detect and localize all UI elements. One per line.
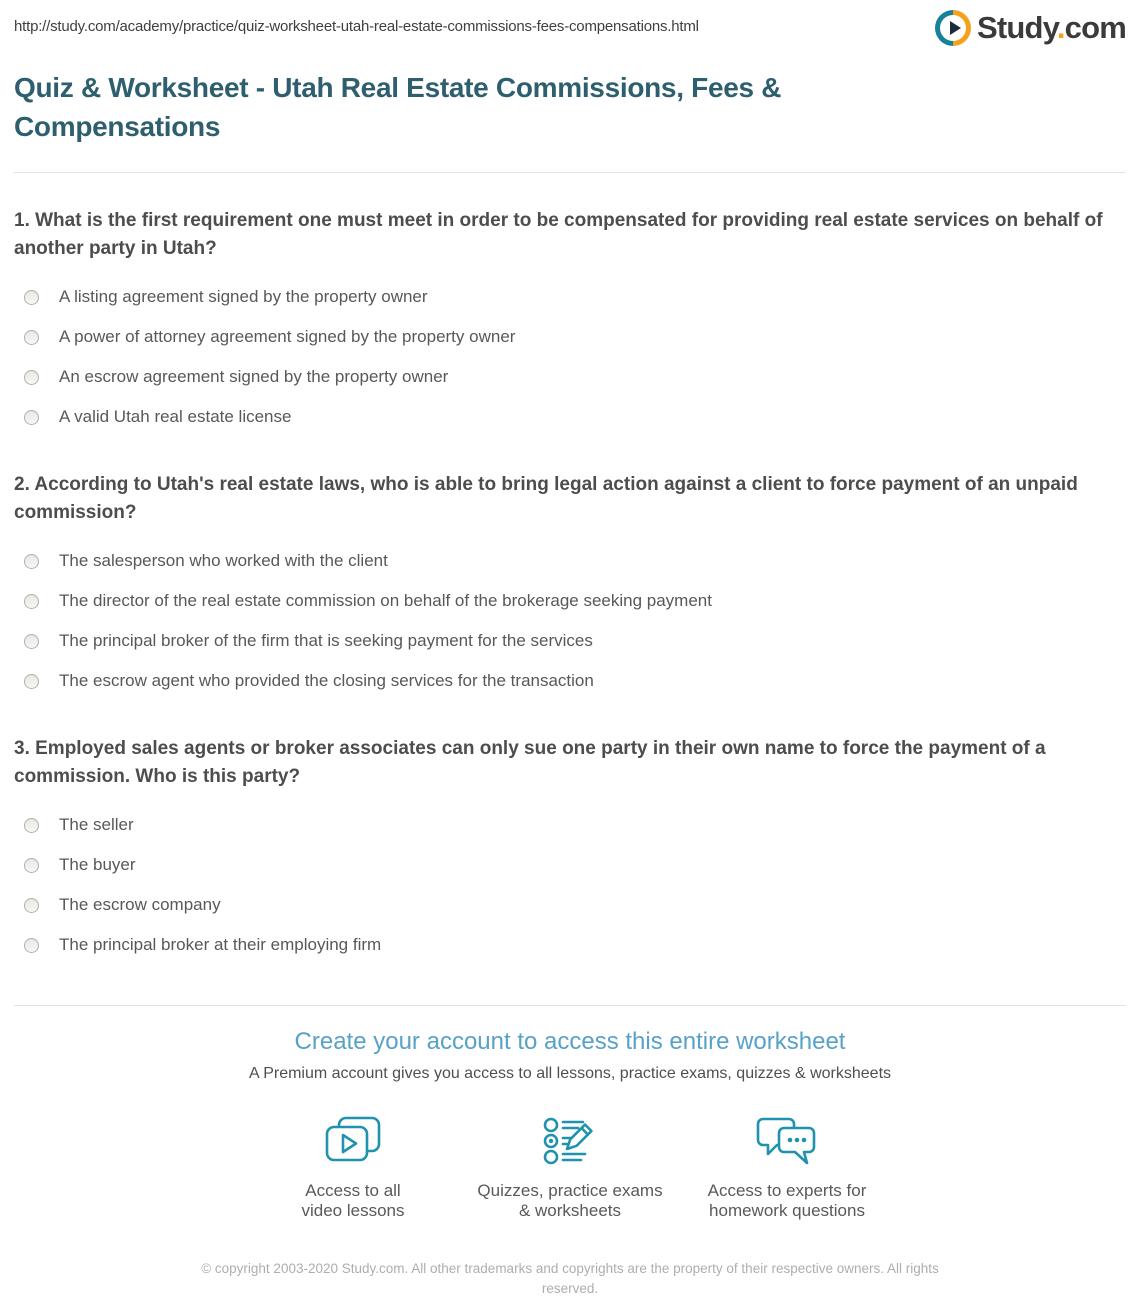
question-1-option-3[interactable] — [14, 357, 1126, 397]
radio-button[interactable] — [24, 410, 39, 425]
radio-button[interactable] — [24, 554, 39, 569]
video-lessons-icon — [324, 1115, 382, 1167]
page-header — [0, 0, 1140, 46]
page-url: http://study.com/academy/practice/quiz-worksheet-utah-real-estate-commissions-fees-compensations.html — [14, 18, 699, 35]
question-1-option-1[interactable] — [14, 277, 1126, 317]
answer-option-label[interactable]: The principal broker at their employing firm — [59, 935, 382, 954]
radio-button[interactable] — [24, 818, 39, 833]
question-3-option-2[interactable] — [14, 845, 1126, 885]
radio-button[interactable] — [24, 370, 39, 385]
divider-bottom — [14, 1005, 1126, 1006]
answer-option-label[interactable]: The escrow company — [59, 895, 221, 914]
answer-option-label[interactable]: The seller — [59, 815, 134, 834]
divider-top — [14, 172, 1126, 173]
feature-label: Quizzes, practice exams & worksheets — [477, 1181, 663, 1220]
question-2-option-1[interactable] — [14, 541, 1126, 581]
feature-label: Access to experts for homework questions — [707, 1181, 867, 1220]
studycom-logo-text: Study.com — [977, 10, 1126, 45]
feature-label: Access to all video lessons — [301, 1181, 405, 1220]
radio-button[interactable] — [24, 898, 39, 913]
answer-option-label[interactable]: The director of the real estate commission on behalf of the brokerage seeking payment — [59, 591, 712, 610]
question-2-option-3[interactable] — [14, 621, 1126, 661]
quiz-body — [0, 207, 1140, 965]
question-2-option-2[interactable] — [14, 581, 1126, 621]
cta-section — [0, 1028, 1140, 1221]
question-3-text: 3. Employed sales agents or broker associates can only sue one party in their own name to force the payment of a commission. Who is this party? — [14, 738, 1046, 787]
question-3 — [14, 735, 1126, 965]
question-2-text: 2. According to Utah's real estate laws, who is able to bring legal action against a client to force payment of an unpaid commission? — [14, 474, 1078, 523]
features-row — [0, 1115, 1140, 1221]
answer-option-label[interactable]: The escrow agent who provided the closing services for the transaction — [59, 671, 594, 690]
question-3-option-1[interactable] — [14, 805, 1126, 845]
radio-button[interactable] — [24, 594, 39, 609]
question-3-option-3[interactable] — [14, 885, 1126, 925]
question-2-option-4[interactable] — [14, 661, 1126, 701]
radio-button[interactable] — [24, 634, 39, 649]
answer-option-label[interactable]: An escrow agreement signed by the property owner — [59, 367, 449, 386]
question-3-option-4[interactable] — [14, 925, 1126, 965]
answer-option-label[interactable]: A power of attorney agreement signed by the property owner — [59, 327, 516, 346]
question-1 — [14, 207, 1126, 437]
answer-option-label[interactable]: The salesperson who worked with the client — [59, 551, 388, 570]
answer-option-label[interactable]: A valid Utah real estate license — [59, 407, 292, 426]
create-account-link[interactable]: Create your account to access this entire worksheet — [294, 1028, 846, 1055]
page-footer — [185, 1259, 955, 1299]
radio-button[interactable] — [24, 858, 39, 873]
feature-quizzes-worksheets — [462, 1115, 679, 1221]
answer-option-label[interactable]: The principal broker of the firm that is seeking payment for the services — [59, 631, 593, 650]
cta-subheading: A Premium account gives you access to all lessons, practice exams, quizzes & worksheets — [248, 1065, 892, 1082]
quizzes-worksheets-icon — [541, 1115, 599, 1167]
radio-button[interactable] — [24, 290, 39, 305]
question-1-option-4[interactable] — [14, 397, 1126, 437]
question-1-option-2[interactable] — [14, 317, 1126, 357]
radio-button[interactable] — [24, 674, 39, 689]
feature-video-lessons — [245, 1115, 462, 1221]
radio-button[interactable] — [24, 938, 39, 953]
question-2 — [14, 471, 1126, 701]
chat-experts-icon — [756, 1115, 818, 1167]
page-title: Quiz & Worksheet - Utah Real Estate Commissions, Fees & Compensations — [14, 72, 782, 142]
radio-button[interactable] — [24, 330, 39, 345]
studycom-logo[interactable] — [935, 10, 1126, 46]
answer-option-label[interactable]: A listing agreement signed by the property owner — [59, 287, 428, 306]
feature-homework-experts — [679, 1115, 896, 1221]
answer-option-label[interactable]: The buyer — [59, 855, 136, 874]
studycom-play-icon — [935, 10, 971, 46]
question-1-text: 1. What is the first requirement one must meet in order to be compensated for providing real estate services on behalf of another party in Utah? — [14, 210, 1103, 259]
copyright-text: © copyright 2003-2020 Study.com. All other trademarks and copyrights are the property of their respective owners. All rights reserved. — [201, 1261, 939, 1296]
